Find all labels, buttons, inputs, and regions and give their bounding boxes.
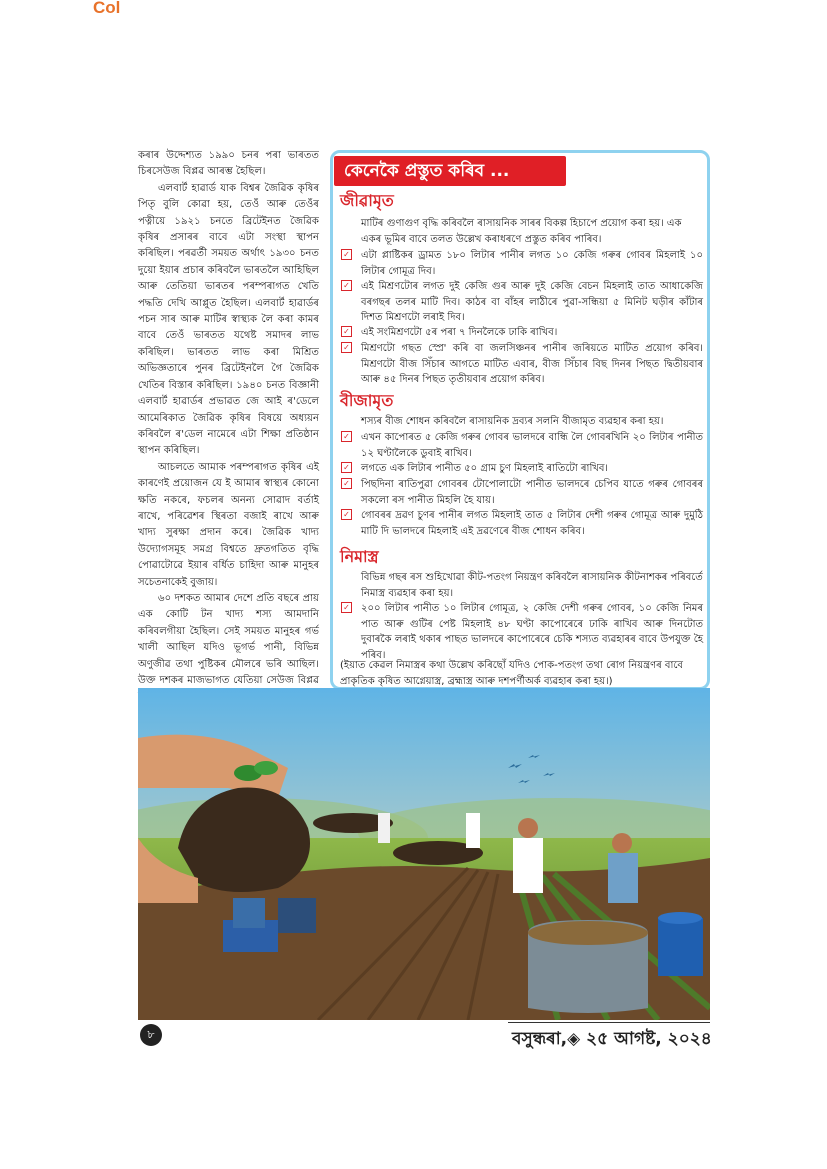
checkbox-icon: ✓ bbox=[341, 431, 352, 442]
section-intro: মাটিৰ গুণাগুণ বৃদ্ধি কৰিবলৈ ৰাসায়নিক সাৰৰ বিকল্প হিচাপে প্ৰয়োগ কৰা হয়। এক একৰ ভূমিৰ বাবে তলত উল্লেখ কৰাধৰণে প্ৰস্তুত কৰিব পাৰিব। bbox=[361, 218, 682, 245]
paragraph: কৰাৰ উদ্দেশ্যত ১৯৯০ চনৰ পৰা ভাৰতত চিৰসেউজ বিপ্লৱ আৰম্ভ হৈছিল। bbox=[138, 150, 319, 178]
checkbox-icon: ✓ bbox=[341, 249, 352, 260]
checkbox-icon: ✓ bbox=[341, 478, 352, 489]
checkbox-icon: ✓ bbox=[341, 462, 352, 473]
checkbox-icon: ✓ bbox=[341, 326, 352, 337]
checkbox-icon: ✓ bbox=[341, 602, 352, 613]
paragraph: ৬০ দশকত আমাৰ দেশে প্ৰতি বছৰে প্ৰায় এক কোটি টন খাদ্য শস্য আমদানি কৰিবলগীয়া হৈছিল। সেই সময়ত মানুহৰ গৰ্ভ খালী আছিল যদিও ভূগৰ্ভ পানী, বিভিন্ন অণুজীৱ তথা পুষ্টিকৰ মৌলৰে ভৰি আছিল। উক্ত দশকৰ মাজভাগত যেতিয়া সেউজ বিপ্লৱ bbox=[138, 592, 319, 686]
corner-label: Col bbox=[93, 0, 121, 17]
footnote: (ইয়াত কেৱল নিমাস্ত্ৰৰ কথা উল্লেখ কৰিছোঁ যদিও পোক-পতংগ তথা ৰোগ নিয়ন্ত্ৰণৰ বাবে প্ৰাকৃতিক কৃষিত আগ্নেয়াস্ত্ৰ, ব্ৰহ্মাস্ত্ৰ আৰু দশপৰ্ণীঅৰ্ক ব্যৱহাৰ কৰা হয়।) bbox=[340, 660, 683, 687]
section-intro: শস্যৰ বীজ শোধন কৰিবলৈ ৰাসায়নিক দ্ৰব্যৰ সলনি বীজামৃত ব্যৱহাৰ কৰা হয়। bbox=[361, 416, 664, 427]
section-title-nimastra: নিমাস্ত্ৰ bbox=[340, 547, 379, 566]
footer-rule bbox=[508, 1022, 710, 1023]
section-title-jivamrit: জীৱামৃত bbox=[340, 191, 394, 210]
paragraph: এলবাৰ্ট হাৱাৰ্ড যাক বিশ্বৰ জৈৱিক কৃষিৰ পিতৃ বুলি কোৱা হয়, তেওঁ আৰু তেওঁৰ পত্নীয়ে ১৯২১ চনতে ব্ৰিটেইনত জৈৱিক কৃষিৰ প্ৰসাৰৰ বাবে এটা সংস্থা স্থাপন কৰিছিল। পৰৱৰ্তী সময়ত অৰ্থাৎ ১৯৩০ চনত দুয়ো ইয়াৰ প্ৰচাৰ কৰিবলৈ ভাৰতলৈ আহিছিল আৰু তেতিয়া ভাৰতৰ পৰম্পৰাগত খেতি পদ্ধতি দেখি আপ্লুত হৈছিল। এলবাৰ্ট হাৱাৰ্ডৰ পচন সাৰ আৰু মাটিৰ স্বাস্থ্যক লৈ কৰা কামৰ বাবে তেওঁ ভাৰতত যথেষ্ট সমাদৰ লাভ কৰিছিল। ভাৰতত লাভ কৰা মিশ্ৰিত অভিজ্ঞতাৰে পুনৰ ব্ৰিটেইনলৈ গৈ জৈৱিক খেতিৰ বিস্তাৰ কৰিছিল। ১৯৪০ চনত বিজ্ঞানী এলবাৰ্ট হাৱাৰ্ডৰ প্ৰভাৱত জে আই ৰ'ডেলে আমেৰিকাত জৈৱিক কৃষিৰ বিষয়ে অধ্যয়ন কৰিবলৈ ৰ'ডেল নামেৰে এটা শিক্ষা প্ৰতিষ্ঠান স্থাপন কৰিছিল। bbox=[138, 182, 319, 457]
page-number: ৮ bbox=[140, 1024, 162, 1046]
left-column-text bbox=[138, 148, 319, 706]
farming-illustration bbox=[138, 688, 710, 1020]
publication-dateline: বসুন্ধৰা,◈ ২৫ আগষ্ট, ২০২৪ bbox=[512, 1029, 712, 1049]
paragraph: আচলতে আমাক পৰম্পৰাগত কৃষিৰ এই কাৰণেই প্ৰয়োজন যে ই আমাৰ স্বাস্থ্যৰ কোনো ক্ষতি নকৰে, ফচলৰ অনন্য সোৱাদ বৰ্তাই ৰাখে, পৰিৱেশৰ স্থিৰতা বজাই ৰাখে আৰু খাদ্য সুৰক্ষা প্ৰদান কৰে। জৈৱিক খাদ্য উদ্যোগসমূহ সমগ্ৰ বিশ্বতে দ্ৰুতগতিত বৃদ্ধি পোৱাটোৱে ইয়াৰ বৰ্ধিত চাহিদা আৰু মানুহৰ সচেতনাকেই বুজায়। bbox=[138, 461, 319, 588]
section-title-bijamrit: বীজামৃত bbox=[340, 391, 394, 410]
checkbox-icon: ✓ bbox=[341, 509, 352, 520]
box-banner-title: কেনেকৈ প্ৰস্তুত কৰিব ... bbox=[334, 156, 566, 186]
checkbox-icon: ✓ bbox=[341, 280, 352, 291]
section-intro: বিভিন্ন গছৰ ৰস শুহিখোৱা কীট-পতংগ নিয়ন্ত্ৰণ কৰিবলৈ ৰাসায়নিক কীটনাশকৰ পৰিবৰ্তে নিমাস্ত্ৰ ব্যৱহাৰ কৰা হয়। bbox=[361, 572, 703, 599]
checkbox-icon: ✓ bbox=[341, 342, 352, 353]
illustration-svg bbox=[138, 688, 710, 1020]
